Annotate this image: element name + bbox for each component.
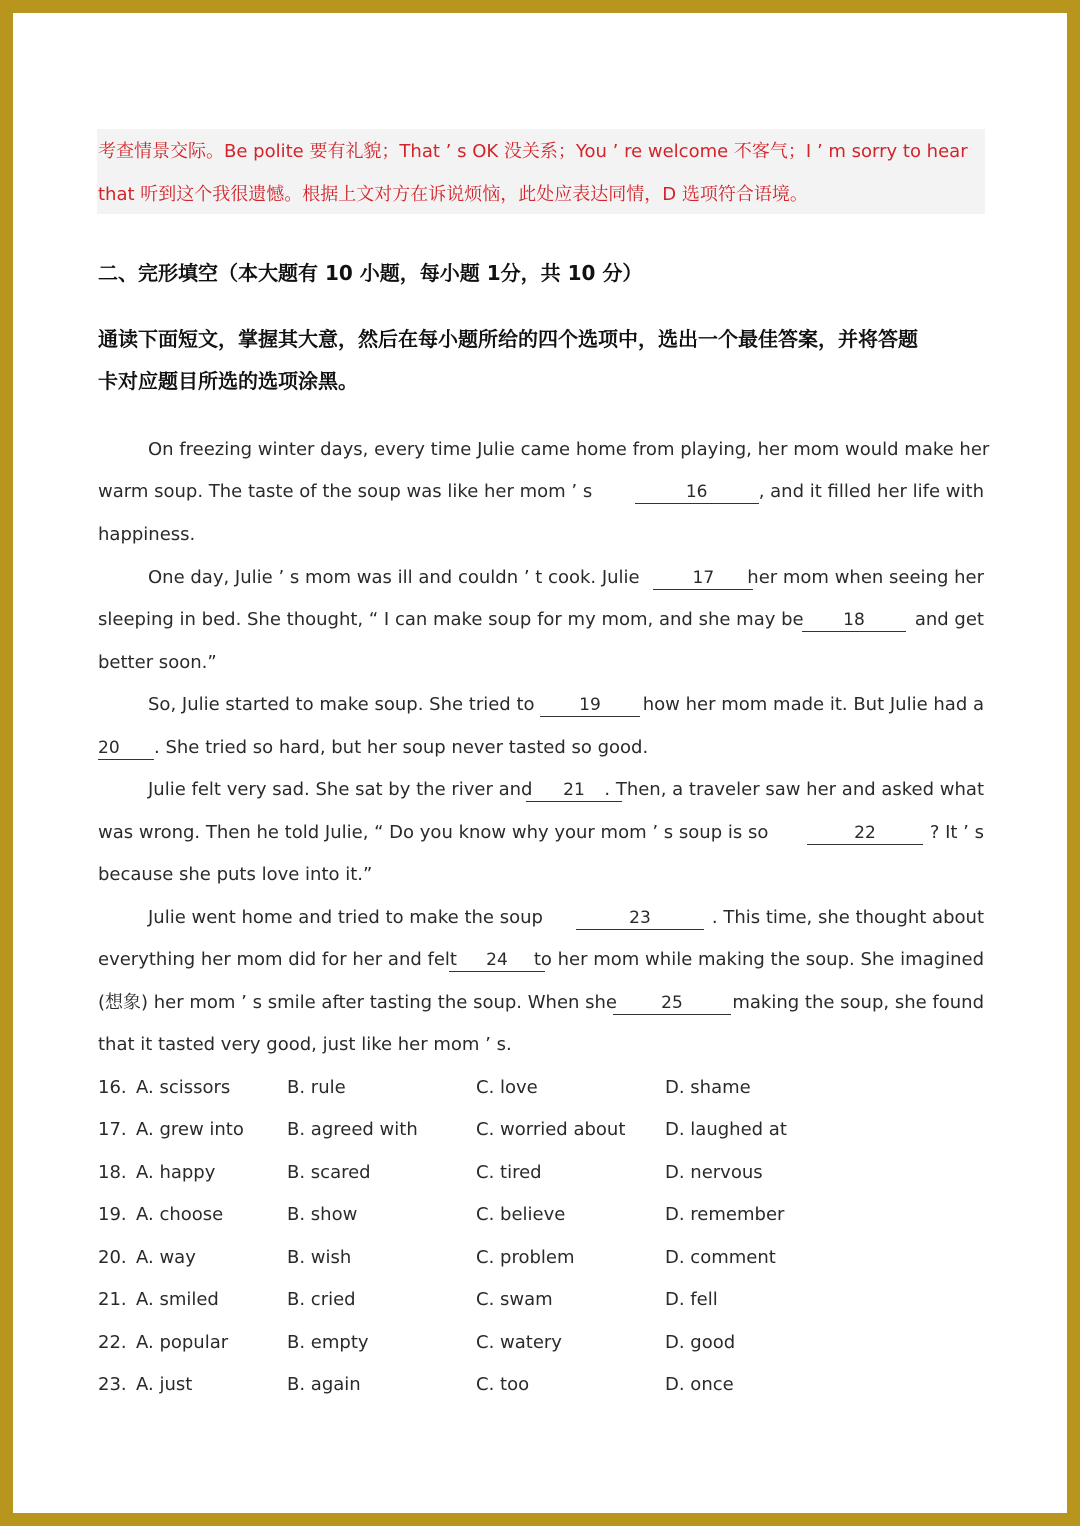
option-d: D. remember [665, 1204, 785, 1225]
option-a: A. happy [136, 1162, 216, 1183]
option-a: A. way [136, 1247, 196, 1268]
blank-17: 17 [653, 567, 753, 590]
passage-line [148, 897, 984, 939]
blank-20: 20 [98, 737, 154, 760]
passage-text: (想象) her mom ’ s smile after tasting the soup. When she [98, 992, 618, 1013]
option-b: B. empty [287, 1332, 369, 1353]
passage-line: happiness. [98, 524, 196, 545]
passage-line: better soon.” [98, 652, 217, 673]
passage-text: ? It ’ s [929, 822, 984, 843]
passage-text: , and it filled her life with [758, 481, 984, 502]
passage-text: On freezing winter days, every time Julie came home from playing, her mom would make her [148, 439, 990, 460]
passage-line [98, 982, 984, 1024]
blank-25: 25 [613, 992, 731, 1015]
question-number: 17. [98, 1119, 127, 1140]
passage-text: how her mom made it. But Julie had a [642, 694, 984, 715]
option-c: C. worried about [476, 1119, 626, 1140]
instruction-line-2: 卡对应题目所选的选项涂黑。 [98, 369, 358, 393]
question-number: 18. [98, 1162, 127, 1183]
passage-line: because she puts love into it.” [98, 864, 373, 885]
passage-line [148, 769, 984, 811]
question-number: 19. [98, 1204, 127, 1225]
option-a: A. just [136, 1374, 193, 1395]
passage-line [98, 939, 984, 981]
passage-text: everything her mom did for her and felt [98, 949, 457, 970]
option-b: B. rule [287, 1077, 346, 1098]
option-c: C. swam [476, 1289, 553, 1310]
option-row-22 [98, 1322, 984, 1364]
passage-text: One day, Julie ’ s mom was ill and couldn ’ t cook. Julie [148, 567, 640, 588]
option-c: C. love [476, 1077, 538, 1098]
passage-line [98, 599, 984, 641]
exam-page [13, 13, 1067, 1513]
option-d: D. laughed at [665, 1119, 787, 1140]
option-a: A. grew into [136, 1119, 244, 1140]
passage-text: . Then, a traveler saw her and asked what [604, 779, 984, 800]
passage-text: . This time, she thought about [711, 907, 984, 928]
option-row-18 [98, 1152, 984, 1194]
passage-text: Julie went home and tried to make the soup [148, 907, 543, 928]
option-row-17 [98, 1109, 984, 1151]
option-b: B. agreed with [287, 1119, 418, 1140]
option-d: D. shame [665, 1077, 751, 1098]
option-b: B. wish [287, 1247, 352, 1268]
passage-line [98, 727, 984, 769]
option-c: C. believe [476, 1204, 566, 1225]
option-a: A. smiled [136, 1289, 219, 1310]
option-b: B. cried [287, 1289, 356, 1310]
passage-line [98, 812, 984, 854]
option-row-19 [98, 1194, 984, 1236]
blank-16: 16 [635, 481, 759, 504]
option-b: B. show [287, 1204, 358, 1225]
option-a: A. choose [136, 1204, 224, 1225]
option-d: D. good [665, 1332, 736, 1353]
option-d: D. fell [665, 1289, 718, 1310]
blank-19: 19 [540, 694, 640, 717]
blank-18: 18 [802, 609, 906, 632]
explanation-line-2: that 听到这个我很遗憾。根据上文对方在诉说烦恼，此处应表达同情，D 选项符合语境。 [98, 184, 808, 205]
option-b: B. scared [287, 1162, 371, 1183]
question-number: 23. [98, 1374, 127, 1395]
question-number: 21. [98, 1289, 127, 1310]
option-row-23 [98, 1364, 984, 1406]
passage-line [148, 684, 984, 726]
passage-text: making the soup, she found [732, 992, 984, 1013]
blank-22: 22 [807, 822, 923, 845]
option-c: C. tired [476, 1162, 542, 1183]
option-d: D. once [665, 1374, 734, 1395]
option-c: C. problem [476, 1247, 575, 1268]
blank-24: 24 [449, 949, 545, 972]
option-b: B. again [287, 1374, 361, 1395]
passage-text: So, Julie started to make soup. She tried to [148, 694, 535, 715]
passage-text: to her mom while making the soup. She imagined [533, 949, 984, 970]
passage-text: her mom when seeing her [747, 567, 984, 588]
answer-explanation-box [97, 129, 985, 214]
passage-line [98, 471, 984, 513]
option-a: A. popular [136, 1332, 229, 1353]
passage-line: that it tasted very good, just like her mom ’ s. [98, 1034, 512, 1055]
section-title: 二、完形填空（本大题有 10 小题，每小题 1分，共 10 分） [98, 261, 643, 285]
explanation-line-1: 考查情景交际。Be polite 要有礼貌；That ’ s OK 没关系；You ’ re welcome 不客气；I ’ m sorry to hear [98, 141, 968, 162]
blank-23: 23 [576, 907, 704, 930]
passage-text: sleeping in bed. She thought, “ I can make soup for my mom, and she may be [98, 609, 804, 630]
option-c: C. watery [476, 1332, 562, 1353]
option-c: C. too [476, 1374, 530, 1395]
passage-text: warm soup. The taste of the soup was like her mom ’ s [98, 481, 593, 502]
option-row-16 [98, 1067, 984, 1109]
option-a: A. scissors [136, 1077, 231, 1098]
instruction-line-1: 通读下面短文，掌握其大意，然后在每小题所给的四个选项中，选出一个最佳答案，并将答题 [98, 327, 918, 351]
option-row-21 [98, 1279, 984, 1321]
passage-line [148, 429, 990, 471]
passage-text: Julie felt very sad. She sat by the river and [148, 779, 533, 800]
passage-line [148, 557, 984, 599]
question-number: 20. [98, 1247, 127, 1268]
question-number: 22. [98, 1332, 127, 1353]
passage-text: was wrong. Then he told Julie, “ Do you know why your mom ’ s soup is so [98, 822, 769, 843]
option-row-20 [98, 1237, 984, 1279]
passage-text: and get [914, 609, 984, 630]
option-d: D. comment [665, 1247, 776, 1268]
question-number: 16. [98, 1077, 127, 1098]
passage-text: . She tried so hard, but her soup never tasted so good. [154, 737, 649, 758]
blank-21: 21 [526, 779, 622, 802]
option-d: D. nervous [665, 1162, 763, 1183]
